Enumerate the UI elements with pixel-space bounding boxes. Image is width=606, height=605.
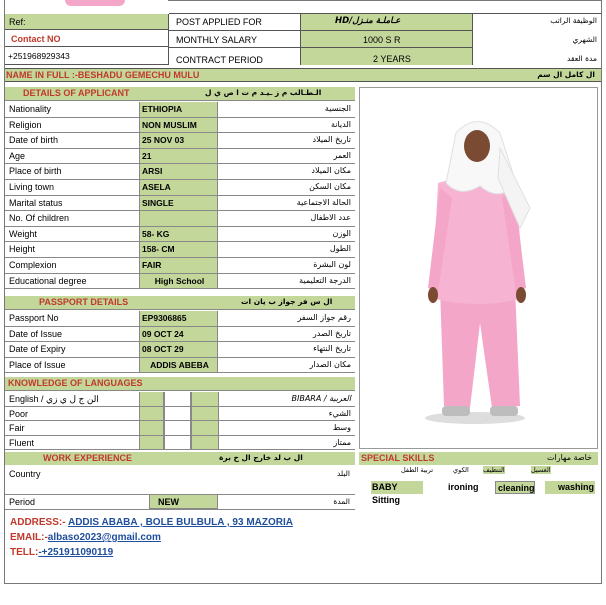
applicant-ar: الجنسية <box>324 104 351 113</box>
footer <box>10 517 590 565</box>
skill-ar-ironing: الكوي <box>453 466 469 474</box>
name-bar <box>5 68 601 82</box>
applicant-ar: الحالة الاجتماعية <box>296 197 351 207</box>
applicant-label: Date of birth <box>9 135 59 146</box>
applicant-row <box>5 164 355 180</box>
applicant-row <box>5 102 355 118</box>
applicant-value <box>139 211 218 226</box>
salary-ar: الشهري <box>572 35 597 44</box>
languages-row <box>5 421 355 436</box>
ref-label: Ref: <box>9 17 26 27</box>
passport-row <box>5 358 355 374</box>
languages-header: KNOWLEDGE OF LANGUAGES <box>5 377 355 391</box>
passport-ar: رقم جواز السفر <box>297 313 351 322</box>
phone-number: +251968929343 <box>8 51 70 61</box>
applicant-row <box>5 274 355 290</box>
applicant-row <box>5 118 355 134</box>
passport-value: EP9306865 <box>139 311 218 326</box>
top-header <box>5 0 601 68</box>
skills-row <box>359 481 598 505</box>
post-label: POST APPLIED FOR <box>176 17 262 27</box>
address-value: ADDIS ABABA , BOLE BULBULA , 93 MAZORIA <box>67 517 293 528</box>
country-ar: البلد <box>336 469 350 478</box>
passport-row <box>5 327 355 343</box>
skill-ar-washing: الغسيل <box>531 466 551 474</box>
applicant-row <box>5 227 355 243</box>
full-name: NAME IN FULL :-BESHADU GEMECHU MULU <box>6 70 200 80</box>
period-value: NEW <box>158 497 179 507</box>
full-name-ar: ال كامل ال سم <box>537 70 595 79</box>
languages-value <box>139 436 164 450</box>
passport-ar: تاريخ الصدر <box>312 328 351 338</box>
passport-ar: مكان الصدار <box>309 359 351 369</box>
languages-ar: العربية / BIBARA <box>291 394 351 403</box>
applicant-label: Living town <box>9 182 55 192</box>
tel-link[interactable]: -+251911090119 <box>38 547 114 558</box>
skill-babysitting: BABY Sitting <box>371 481 423 494</box>
languages-check-ar <box>191 392 219 406</box>
applicant-ar: الدرجة التعليمية <box>299 275 351 285</box>
applicant-row <box>5 258 355 274</box>
applicant-row <box>5 149 355 165</box>
languages-value <box>139 392 164 406</box>
skill-ar-babysitting: تربية الطفل <box>401 466 434 474</box>
languages-check-ar <box>191 407 219 421</box>
languages-row <box>5 436 355 451</box>
applicant-label: Place of birth <box>9 166 62 177</box>
applicant-ar: مكان الميلاد <box>311 166 351 176</box>
languages-ar: وسط <box>332 423 351 432</box>
applicant-ar: عدد الاطفال <box>310 213 351 223</box>
applicant-value: 21 <box>139 149 218 164</box>
applicant-value: FAIR <box>139 258 218 273</box>
applicant-value: ETHIOPIA <box>139 102 218 117</box>
languages-check-mid <box>164 392 191 406</box>
applicant-ar: العمر <box>333 150 351 160</box>
applicant-row <box>5 196 355 212</box>
applicant-row <box>5 211 355 227</box>
applicant-header: DETAILS OF APPLICANT الـطـالب م ز ـيـد م ت ا ص ي ل <box>5 87 355 101</box>
languages-check-mid <box>164 407 191 421</box>
passport-row <box>5 311 355 327</box>
applicant-label: Nationality <box>9 104 52 114</box>
languages-label: Fair <box>9 423 25 433</box>
applicant-label: Religion <box>9 119 42 130</box>
applicant-label: Educational degree <box>9 275 87 286</box>
country-label: Country <box>9 469 41 479</box>
passport-label: Date of Issue <box>9 328 63 339</box>
applicant-value: ASELA <box>139 180 218 195</box>
passport-header: PASSPORT DETAILS ال س فر جواز ب يان ات <box>5 296 355 310</box>
applicant-label: Height <box>9 244 36 255</box>
languages-label: Fluent <box>9 437 35 448</box>
address-label: ADDRESS:- <box>10 517 66 528</box>
languages-ar: الشيء <box>328 408 351 418</box>
passport-value: 08 OCT 29 <box>139 342 218 357</box>
passport-label: Place of Issue <box>9 359 66 370</box>
work-header: WORK EXPERIENCE ال ب لد خارج ال خ برة <box>5 452 355 465</box>
languages-row <box>5 392 355 407</box>
post-ar: الوظيفة الراتب <box>550 16 597 25</box>
applicant-row <box>5 180 355 196</box>
applicant-ar: مكان السكن <box>309 182 351 191</box>
passport-value: 09 OCT 24 <box>139 327 218 342</box>
passport-ar: تاريخ النتهاء <box>313 344 351 353</box>
applicant-label: Age <box>9 150 26 161</box>
languages-check-mid <box>164 436 191 450</box>
post-value: HD/عـاملـة منـزل <box>335 16 401 26</box>
languages-row <box>5 407 355 422</box>
applicant-value: NON MUSLIM <box>139 118 218 133</box>
passport-value: ADDIS ABEBA <box>139 358 218 373</box>
skill-ironing: ironing <box>448 482 479 492</box>
contract-ar: مدة العقد <box>567 54 597 63</box>
contact-label: Contact NO <box>11 34 61 44</box>
languages-ar: ممتاز <box>333 437 351 447</box>
skill-ar-cleaning: التنظيف <box>483 466 505 474</box>
applicant-ar: الطول <box>329 244 351 254</box>
contract-label: CONTRACT PERIOD <box>176 55 263 65</box>
email-link[interactable]: albaso2023@gmail.com <box>47 532 161 543</box>
applicant-ar: لون البشرة <box>313 260 351 269</box>
email-label: EMAIL:- <box>10 532 48 543</box>
period-ar: المدة <box>333 497 350 506</box>
languages-check-mid <box>164 421 191 435</box>
applicant-value: 158- CM <box>139 242 218 257</box>
salary-value: 1000 S R <box>363 35 401 45</box>
skills-ar-row <box>359 465 598 479</box>
applicant-value: ARSI <box>139 164 218 179</box>
languages-value <box>139 407 164 421</box>
tel-label: TELL: <box>10 547 39 558</box>
applicant-label: Marital status <box>9 197 63 208</box>
languages-label: Poor <box>9 408 29 419</box>
languages-label: English / الن ج ل ي زي <box>9 394 99 404</box>
contract-value: 2 YEARS <box>373 54 411 64</box>
skill-cleaning: cleaning <box>495 481 535 494</box>
passport-label: Date of Expiry <box>9 344 66 354</box>
work-table <box>5 465 355 510</box>
languages-check-ar <box>191 436 219 450</box>
applicant-ar: تاريخ الميلاد <box>312 135 351 145</box>
applicant-value: SINGLE <box>139 196 218 211</box>
passport-label: Passport No <box>9 313 59 323</box>
applicant-value: High School <box>139 274 218 289</box>
period-label: Period <box>9 497 36 507</box>
skills-header: SPECIAL SKILLS خاصة مهارات <box>359 452 598 465</box>
applicant-row <box>5 133 355 149</box>
applicant-ar: الديانة <box>330 119 351 129</box>
applicant-row <box>5 242 355 258</box>
applicant-label: Weight <box>9 228 37 239</box>
applicant-value: 25 NOV 03 <box>139 133 218 148</box>
applicant-photo <box>359 87 598 449</box>
languages-value <box>139 421 164 435</box>
passport-row <box>5 342 355 358</box>
thumb-pink <box>65 0 125 6</box>
applicant-label: No. Of children <box>9 213 70 224</box>
salary-label: MONTHLY SALARY <box>176 35 258 45</box>
applicant-ar: الوزن <box>332 228 351 238</box>
applicant-value: 58- KG <box>139 227 218 242</box>
languages-check-ar <box>191 421 219 435</box>
applicant-label: Complexion <box>9 260 57 270</box>
skill-washing: washing <box>545 481 595 494</box>
